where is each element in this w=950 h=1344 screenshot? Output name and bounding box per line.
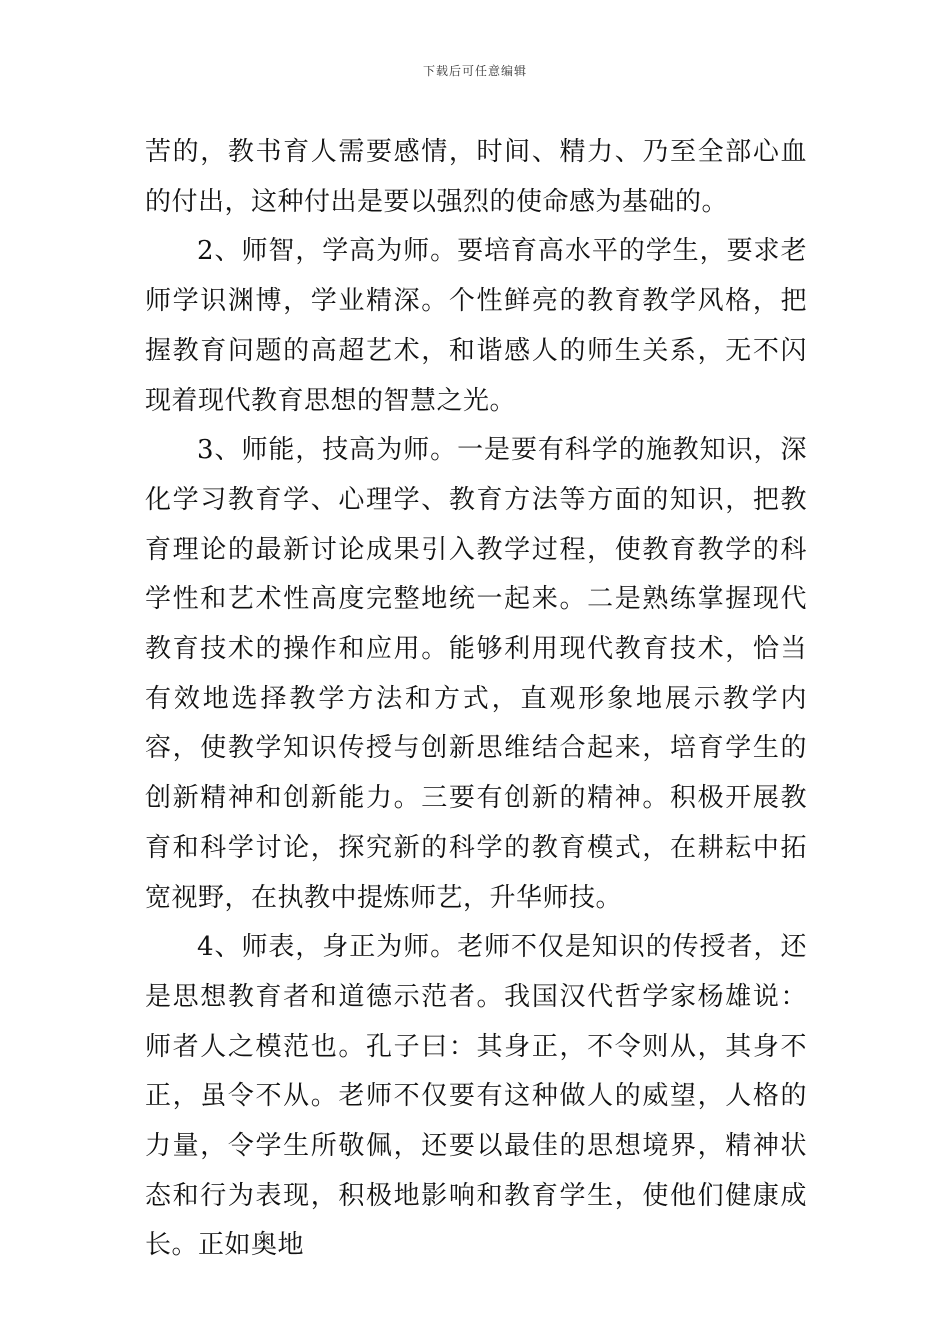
document-body [145, 128, 807, 1271]
paragraph-4: 4、师表，身正为师。老师不仅是知识的传授者，还是思想教育者和道德示范者。我国汉代哲学家杨雄说：师者人之模范也。孔子曰：其身正，不令则从，其身不正，虽令不从。老师不仅要有这种做人的威望，人格的力量，令学生所敬佩，还要以最佳的思想境界，精神状态和行为表现，积极地影响和教育学生，使他们健康成长。正如奥地 [145, 932, 807, 1261]
paragraph-2: 2、师智，学高为师。要培育高水平的学生，要求老师学识渊博，学业精深。个性鲜亮的教育教学风格，把握教育问题的高超艺术，和谐感人的师生关系，无不闪现着现代教育思想的智慧之光。 [145, 236, 807, 416]
paragraph-1: 苦的，教书育人需要感情，时间、精力、乃至全部心血的付出，这种付出是要以强烈的使命感为基础的。 [145, 137, 807, 217]
page-header: 下载后可任意编辑 [422, 64, 527, 78]
paragraph-3: 3、师能，技高为师。一是要有科学的施教知识，深化学习教育学、心理学、教育方法等方面的知识，把教育理论的最新讨论成果引入教学过程，使教育教学的科学性和艺术性高度完整地统一起来。二是熟练掌握现代教育技术的操作和应用。能够利用现代教育技术，恰当有效地选择教学方法和方式，直观形象地展示教学内容，使教学知识传授与创新思维结合起来，培育学生的创新精神和创新能力。三要有创新的精神。积极开展教育和科学讨论，探究新的科学的教育模式，在耕耘中拓宽视野，在执教中提炼师艺，升华师技。 [145, 435, 807, 913]
